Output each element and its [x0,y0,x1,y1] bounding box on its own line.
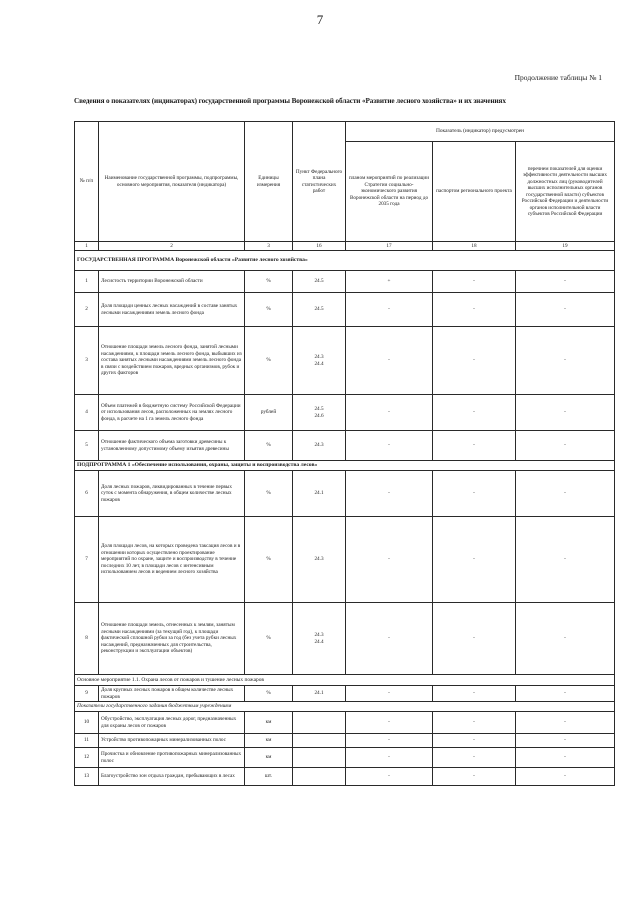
column-number: 3 [245,242,293,251]
continuation-label: Продолжение таблицы № 1 [514,73,602,82]
table-row [75,768,615,786]
activity-title-row [75,675,615,686]
subprogram-title: ПОДПРОГРАММА 1 «Обеспечение использования, охраны, защиты и воспроизводства лесов» [75,461,615,471]
plan-point-cell: 24.3 [293,517,346,603]
row-number: 1 [75,271,99,293]
plan-point-cell: 24.3 24.4 [293,327,346,395]
row-number: 8 [75,603,99,675]
page-number: 7 [316,12,324,27]
plan-point-cell [293,768,346,786]
unit-cell: км [245,734,293,748]
unit-cell: % [245,327,293,395]
indicator-name: Доля площади ценных лесных насаждений в составе занятых лесными насаждениями земель лесного фонда [99,293,245,327]
table-row [75,734,615,748]
table-row [75,395,615,431]
efficiency-cell: - [516,271,615,293]
efficiency-cell: - [516,471,615,517]
column-number: 16 [293,242,346,251]
strategy-cell: - [346,748,433,768]
efficiency-cell: - [516,431,615,461]
passport-cell: - [433,395,516,431]
header-strategy: планом мероприятий по реализации Стратегии социально-экономического развития Воронежской области на период до 2035 года [346,142,433,242]
activity-title: Основное мероприятие 1.1. Охрана лесов от пожаров и тушение лесных пожаров [75,675,615,686]
plan-point-cell: 24.5 24.6 [293,395,346,431]
passport-cell: - [433,748,516,768]
strategy-cell: - [346,603,433,675]
document-title: Сведения о показателях (индикаторах) государственной программы Воронежской области «Развитие лесного хозяйства» и их значениях [74,97,506,105]
passport-cell: - [433,431,516,461]
plan-point-cell [293,748,346,768]
column-number: 17 [346,242,433,251]
table-row [75,603,615,675]
column-number: 19 [516,242,615,251]
plan-point-cell [293,734,346,748]
indicator-name: Устройство противопожарных минерализованных полос [99,734,245,748]
plan-point-cell: 24.5 [293,293,346,327]
passport-cell: - [433,768,516,786]
program-title-row [75,251,615,271]
row-number: 6 [75,471,99,517]
row-number: 13 [75,768,99,786]
column-number-row [75,242,615,251]
strategy-cell: - [346,471,433,517]
indicator-name: Отношение площади земель, отнесенных к землям, занятым лесными насаждениями (за текущий год), к площади фактической сплошной рубки за год (без учета рубки лесных насаждений, предназначенных для строительства, реконструкции и эксплуатации объектов) [99,603,245,675]
unit-cell: км [245,712,293,734]
indicator-name: Отношение фактического объема заготовки древесины к установленному допустимому объему изъятия древесины [99,431,245,461]
indicator-name: Отношение площади земель лесного фонда, занятой лесными насаждениями, к площади земель лесного фонда, выбывших из состава занятых лесными насаждениями земель лесного фонда в связи с воздействием пожаров, вредных организмов, рубок и других факторов [99,327,245,395]
strategy-cell: - [346,327,433,395]
indicator-name: Доля площади лесов, на которых проведена таксация лесов и в отношении которых осуществлено проектирование мероприятий по охране, защите и воспроизводству в течение последних 10 лет, в площади лесов с интенсивным использованием лесов и ведением лесного хозяйства [99,517,245,603]
efficiency-cell: - [516,686,615,702]
unit-cell: % [245,431,293,461]
row-number: 11 [75,734,99,748]
row-number: 10 [75,712,99,734]
tasks-title-row [75,702,615,712]
plan-point-cell: 24.1 [293,686,346,702]
efficiency-cell: - [516,517,615,603]
passport-cell: - [433,686,516,702]
column-number: 18 [433,242,516,251]
indicator-name: Прочистка и обновление противопожарных минерализованных полос [99,748,245,768]
indicator-name: Обустройство, эксплуатация лесных дорог, предназначенных для охраны лесов от пожаров [99,712,245,734]
indicator-name: Лесистость территории Воронежской области [99,271,245,293]
row-number: 4 [75,395,99,431]
indicator-name: Доля лесных пожаров, ликвидированных в течение первых суток с момента обнаружения, в общем количестве лесных пожаров [99,471,245,517]
column-number: 2 [99,242,245,251]
efficiency-cell: - [516,768,615,786]
row-number: 3 [75,327,99,395]
unit-cell: % [245,603,293,675]
indicators-table [74,121,615,786]
strategy-cell: - [346,395,433,431]
efficiency-cell: - [516,734,615,748]
unit-cell: км [245,748,293,768]
efficiency-cell: - [516,327,615,395]
header-efficiency: перечнем показателей для оценки эффективности деятельности высших должностных лиц (руководителей высших исполнительных органов государственной власти) субъектов Российской Федерации и деятельности органов исполнительной власти субъектов Российской Федерации [516,142,615,242]
table-row [75,517,615,603]
table-row [75,327,615,395]
row-number: 9 [75,686,99,702]
row-number: 2 [75,293,99,327]
table-row [75,712,615,734]
plan-point-cell [293,712,346,734]
table-row [75,748,615,768]
indicator-name: Объем платежей в бюджетную систему Российской Федерации от использования лесов, расположенных на землях лесного фонда, в расчете на 1 га земель лесного фонда [99,395,245,431]
column-number: 1 [75,242,99,251]
header-num: № п/п [75,122,99,242]
row-number: 7 [75,517,99,603]
efficiency-cell: - [516,712,615,734]
indicator-name: Доля крупных лесных пожаров в общем количестве лесных пожаров [99,686,245,702]
strategy-cell: - [346,686,433,702]
strategy-cell: + [346,271,433,293]
subprogram-title-row [75,461,615,471]
strategy-cell: - [346,517,433,603]
strategy-cell: - [346,734,433,748]
row-number: 12 [75,748,99,768]
table-row [75,471,615,517]
unit-cell: % [245,271,293,293]
passport-cell: - [433,293,516,327]
strategy-cell: - [346,712,433,734]
tasks-title: Показатели государственного задания бюджетным учреждениям [75,702,615,712]
plan-point-cell: 24.5 [293,271,346,293]
efficiency-cell: - [516,293,615,327]
unit-cell: % [245,517,293,603]
header-passport: паспортом регионального проекта [433,142,516,242]
efficiency-cell: - [516,603,615,675]
row-number: 5 [75,431,99,461]
table-row [75,431,615,461]
table-row [75,686,615,702]
efficiency-cell: - [516,395,615,431]
plan-point-cell: 24.3 24.4 [293,603,346,675]
efficiency-cell: - [516,748,615,768]
strategy-cell: - [346,431,433,461]
strategy-cell: - [346,293,433,327]
strategy-cell: - [346,768,433,786]
plan-point-cell: 24.1 [293,471,346,517]
passport-cell: - [433,327,516,395]
passport-cell: - [433,471,516,517]
program-title: ГОСУДАРСТВЕННАЯ ПРОГРАММА Воронежской области «Развитие лесного хозяйства» [75,251,615,271]
unit-cell: % [245,686,293,702]
passport-cell: - [433,734,516,748]
table-row [75,271,615,293]
unit-cell: рублей [245,395,293,431]
passport-cell: - [433,517,516,603]
plan-point-cell: 24.3 [293,431,346,461]
passport-cell: - [433,603,516,675]
passport-cell: - [433,712,516,734]
unit-cell: шт. [245,768,293,786]
header-row-group [75,122,615,142]
passport-cell: - [433,271,516,293]
indicator-name: Благоустройство зон отдыха граждан, пребывающих в лесах [99,768,245,786]
header-name: Наименование государственной программы, подпрограммы, основного мероприятия, показателя (индикатора) [99,122,245,242]
header-plan-point: Пункт Федерального плана статистических работ [293,122,346,242]
unit-cell: % [245,471,293,517]
unit-cell: % [245,293,293,327]
header-group: Показатель (индикатор) предусмотрен [346,122,615,142]
header-unit: Единицы измерения [245,122,293,242]
table-row [75,293,615,327]
